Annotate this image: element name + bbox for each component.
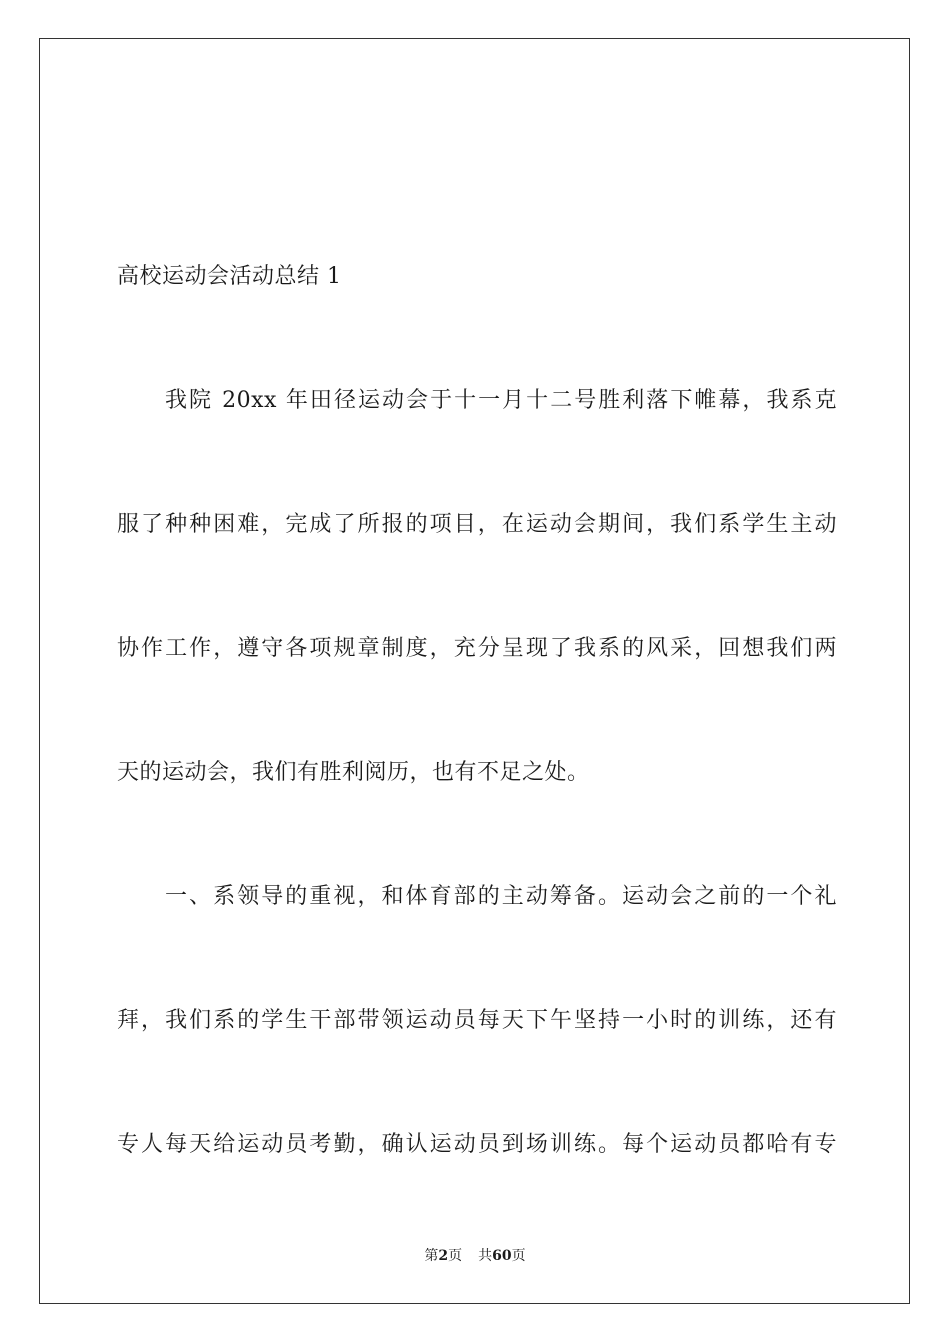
total-suffix: 页 <box>511 1248 526 1264</box>
paragraph-1-line-4: 天的运动会，我们有胜利阅历，也有不足之处。 <box>117 760 590 785</box>
paragraph-1-line-2: 服了种种困难，完成了所报的项目，在运动会期间，我们系学生主动 <box>117 512 837 537</box>
paragraph-2-line-2: 拜，我们系的学生干部带领运动员每天下午坚持一小时的训练，还有 <box>117 1008 837 1033</box>
total-prefix: 共 <box>478 1248 493 1264</box>
page-prefix: 第 <box>424 1248 439 1264</box>
total-page-number: 60 <box>492 1248 512 1264</box>
current-page-number: 2 <box>438 1248 449 1264</box>
paragraph-1-line-1: 我院 20xx 年田径运动会于十一月十二号胜利落下帷幕，我系克 <box>165 388 837 413</box>
page-footer <box>0 1247 950 1265</box>
paragraph-2-line-1: 一、系领导的重视，和体育部的主动筹备。运动会之前的一个礼 <box>165 884 837 909</box>
paragraph-1-line-3: 协作工作，遵守各项规章制度，充分呈现了我系的风采，回想我们两 <box>117 636 837 661</box>
page-suffix: 页 <box>448 1248 463 1264</box>
document-title: 高校运动会活动总结 1 <box>117 264 342 289</box>
page-border <box>39 38 910 1304</box>
paragraph-2-line-3: 专人每天给运动员考勤，确认运动员到场训练。每个运动员都哈有专 <box>117 1132 837 1157</box>
